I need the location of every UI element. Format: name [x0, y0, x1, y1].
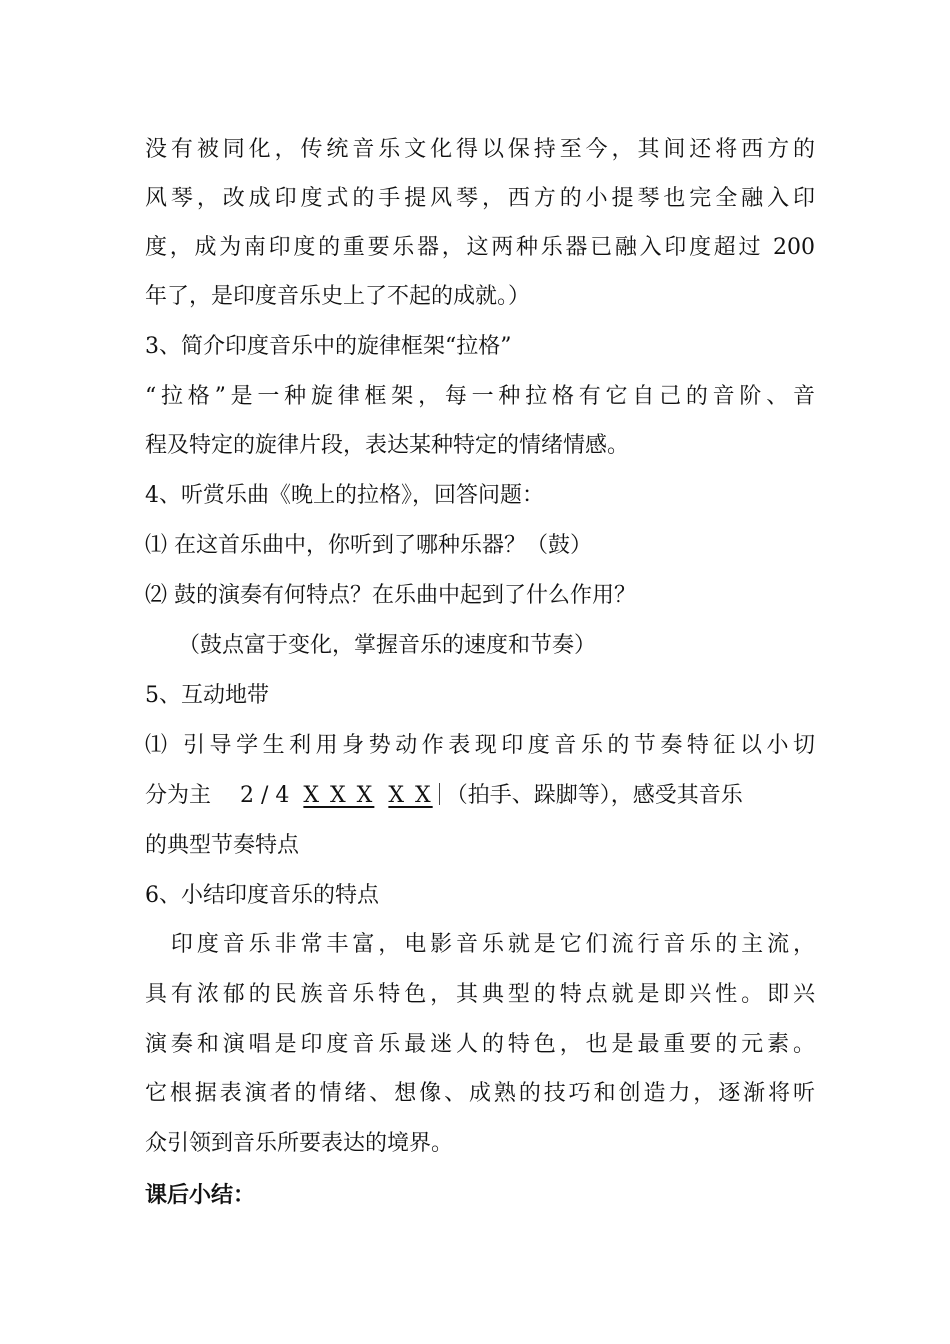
rhythm-suffix: （拍手、跺脚等），感受其音乐: [445, 783, 743, 808]
rhythm-notation-2: X X: [388, 783, 433, 808]
rhythm-notation-1: X X X: [303, 783, 375, 808]
paragraph-line: 没有被同化，传统音乐文化得以保持至今，其间还将西方的: [145, 137, 815, 162]
paragraph-line: 度，成为南印度的重要乐器，这两种乐器已融入印度超过 200: [145, 235, 815, 260]
paragraph-line: 演奏和演唱是印度音乐最迷人的特色，也是最重要的元素。: [145, 1032, 815, 1057]
section-heading-5: 5、互动地带: [145, 683, 269, 708]
paragraph-line: 印度音乐非常丰富，电影音乐就是它们流行音乐的主流，: [145, 932, 815, 957]
paragraph-line: 具有浓郁的民族音乐特色，其典型的特点就是即兴性。即兴: [145, 982, 815, 1007]
rhythm-line: [145, 781, 815, 811]
rhythm-prefix: 分为主 2 / 4: [145, 783, 304, 808]
paragraph-line: 风琴，改成印度式的手提风琴，西方的小提琴也完全融入印: [145, 186, 815, 211]
paragraph-line: 年了，是印度音乐史上了不起的成就。）: [145, 284, 531, 309]
paragraph-line: “拉格”是一种旋律框架，每一种拉格有它自己的音阶、音: [145, 384, 815, 409]
paragraph-line: ⑴ 引导学生利用身势动作表现印度音乐的节奏特征以小切: [145, 733, 815, 758]
summary-heading: 课后小结：: [145, 1182, 256, 1208]
paragraph-line: 众引领到音乐所要表达的境界。: [145, 1131, 454, 1156]
section-heading-3: 3、简介印度音乐中的旋律框架“拉格”: [145, 334, 512, 359]
paragraph-line: 程及特定的旋律片段，表达某种特定的情绪情感。: [145, 433, 630, 458]
paragraph-line: 它根据表演者的情绪、想像、成熟的技巧和创造力，逐渐将听: [145, 1081, 815, 1106]
section-heading-4: 4、听赏乐曲《晚上的拉格》，回答问题：: [145, 483, 544, 508]
bar-line: [439, 783, 440, 805]
answer-2: （鼓点富于变化，掌握音乐的速度和节奏）: [145, 633, 597, 658]
question-2: ⑵ 鼓的演奏有何特点？在乐曲中起到了什么作用？: [145, 583, 636, 608]
question-1: ⑴ 在这首乐曲中，你听到了哪种乐器？（鼓）: [145, 533, 592, 558]
section-heading-6: 6、小结印度音乐的特点: [145, 883, 379, 908]
paragraph-line: 的典型节奏特点: [145, 833, 300, 858]
